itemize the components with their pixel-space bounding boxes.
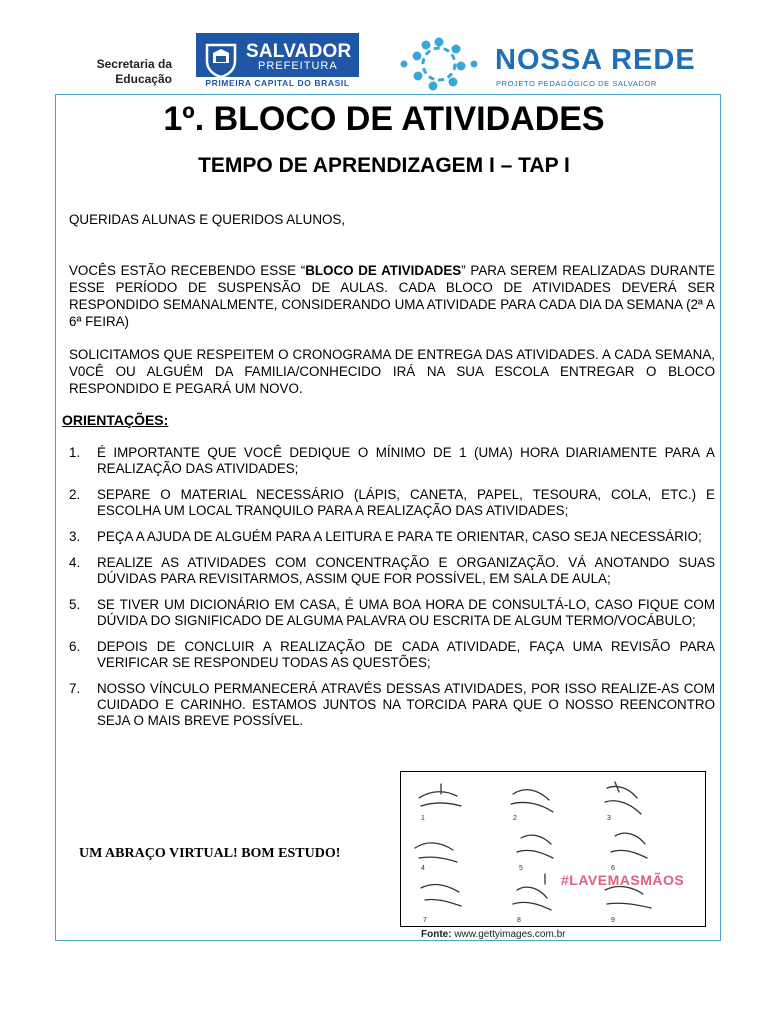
list-item	[69, 639, 715, 671]
list-item-text: É IMPORTANTE QUE VOCÊ DEDIQUE O MÍNIMO DE 1 (UMA) HORA DIARIAMENTE PARA A REALIZAÇÃO DAS ATIVIDADES;	[97, 445, 715, 476]
list-item	[69, 681, 715, 729]
list-item-text: PEÇA A AJUDA DE ALGUÉM PARA A LEITURA E PARA TE ORIENTAR, CASO SEJA NECESSÁRIO;	[97, 529, 702, 544]
paragraph-bloco	[69, 262, 715, 330]
salvador-name: SALVADOR	[246, 41, 352, 62]
nossa-rede-title: NOSSA REDE	[495, 44, 696, 76]
handwashing-illustration	[400, 771, 706, 927]
step-number: 3	[607, 815, 611, 822]
list-item-number: 5.	[69, 597, 81, 612]
salvador-prefeitura-logo	[196, 33, 359, 90]
list-item-text: SEPARE O MATERIAL NECESSÁRIO (LÁPIS, CANETA, PAPEL, TESOURA, COLA, ETC.) E ESCOLHA UM LOCAL TRANQUILO PARA A REALIZAÇÃO DAS ATIVIDADES;	[97, 487, 715, 518]
step-number: 2	[513, 815, 517, 822]
paragraph-bloco-end: ” PARA SEREM REALIZADAS DURANTE ESSE PERÍODO DE SUSPENSÃO DE AULAS. CADA BLOCO DE ATIVIDADES DEVERÁ SER RESPONDIDO SEMANALMENTE, CONSIDERANDO UMA ATIVIDADE PARA CADA DIA DA SEMANA (2ª A 6ª FEIRA)	[69, 263, 715, 329]
list-item-number: 4.	[69, 555, 81, 570]
image-source-label: Fonte:	[421, 929, 452, 940]
step-number: 8	[517, 917, 521, 924]
paragraph-cronograma: SOLICITAMOS QUE RESPEITEM O CRONOGRAMA DE ENTREGA DAS ATIVIDADES. A CADA SEMANA, V0CÊ OU ALGUÉM DA FAMILIA/CONHECIDO IRÁ NA SUA ESCOLA ENTREGAR O BLOCO RESPONDIDO E PEGARÁ UM NOVO.	[69, 347, 715, 396]
list-item	[69, 597, 715, 629]
salvador-crest-icon	[203, 39, 239, 79]
list-item	[69, 529, 715, 545]
step-number: 5	[519, 865, 523, 872]
step-number: 7	[423, 917, 427, 924]
secretaria-line-2: Educação	[115, 72, 172, 86]
list-item-text: REALIZE AS ATIVIDADES COM CONCENTRAÇÃO E ORGANIZAÇÃO. VÁ ANOTANDO SUAS DÚVIDAS PARA REVISITARMOS, ASSIM QUE FOR POSSÍVEL, EM SALA DE AULA;	[97, 555, 715, 586]
list-item	[69, 445, 715, 477]
list-item-text: SE TIVER UM DICIONÁRIO EM CASA, É UMA BOA HORA DE CONSULTÁ-LO, CASO FIQUE COM DÚVIDA DO SIGNIFICADO DE ALGUMA PALAVRA OU ESCRITA DE ALGUM TERMO/VOCÁBULO;	[97, 597, 715, 628]
paragraph-bloco-bold: BLOCO DE ATIVIDADES	[305, 263, 462, 278]
page-subtitle: TEMPO DE APRENDIZAGEM I – TAP I	[198, 154, 570, 177]
image-source-url: www.gettyimages.com.br	[454, 929, 566, 940]
secretaria-educacao-label	[72, 57, 172, 87]
greeting-text: QUERIDAS ALUNAS E QUERIDOS ALUNOS,	[69, 212, 346, 227]
list-item-number: 6.	[69, 639, 81, 654]
list-item	[69, 487, 715, 519]
orientacoes-heading: ORIENTAÇÕES:	[62, 412, 169, 428]
nossa-rede-subtitle: PROJETO PEDAGÓGICO DE SALVADOR	[496, 79, 657, 88]
step-number: 9	[611, 917, 615, 924]
list-item-text: DEPOIS DE CONCLUIR A REALIZAÇÃO DE CADA ATIVIDADE, FAÇA UMA REVISÃO PARA VERIFICAR SE RESPONDEU TODAS AS QUESTÕES;	[97, 639, 715, 670]
salvador-subtitle: PREFEITURA	[258, 60, 338, 72]
secretaria-line-1: Secretaria da	[96, 57, 172, 71]
image-source	[421, 929, 565, 940]
closing-message: UM ABRAÇO VIRTUAL! BOM ESTUDO!	[79, 846, 341, 861]
list-item-number: 3.	[69, 529, 81, 544]
handwashing-steps-icon	[401, 772, 706, 927]
orientacoes-list	[69, 445, 715, 739]
list-item-number: 7.	[69, 681, 81, 696]
nossa-rede-network-icon	[398, 36, 480, 92]
list-item-text: NOSSO VÍNCULO PERMANECERÁ ATRAVÉS DESSAS ATIVIDADES, POR ISSO REALIZE-AS COM CUIDADO E CARINHO. ESTAMOS JUNTOS NA TORCIDA PARA QUE O NOSSO REENCONTRO SEJA O MAIS BREVE POSSÍVEL.	[97, 681, 715, 728]
page-title: 1º. BLOCO DE ATIVIDADES	[163, 100, 605, 138]
step-number: 1	[421, 815, 425, 822]
list-item-number: 2.	[69, 487, 81, 502]
lavemasmaos-hashtag: #LAVEMASMÃOS	[561, 872, 685, 888]
paragraph-bloco-start: VOCÊS ESTÃO RECEBENDO ESSE “	[69, 263, 306, 278]
salvador-tagline: PRIMEIRA CAPITAL DO BRASIL	[196, 77, 359, 90]
step-number: 6	[611, 865, 615, 872]
step-number: 4	[421, 865, 425, 872]
list-item	[69, 555, 715, 587]
list-item-number: 1.	[69, 445, 81, 460]
